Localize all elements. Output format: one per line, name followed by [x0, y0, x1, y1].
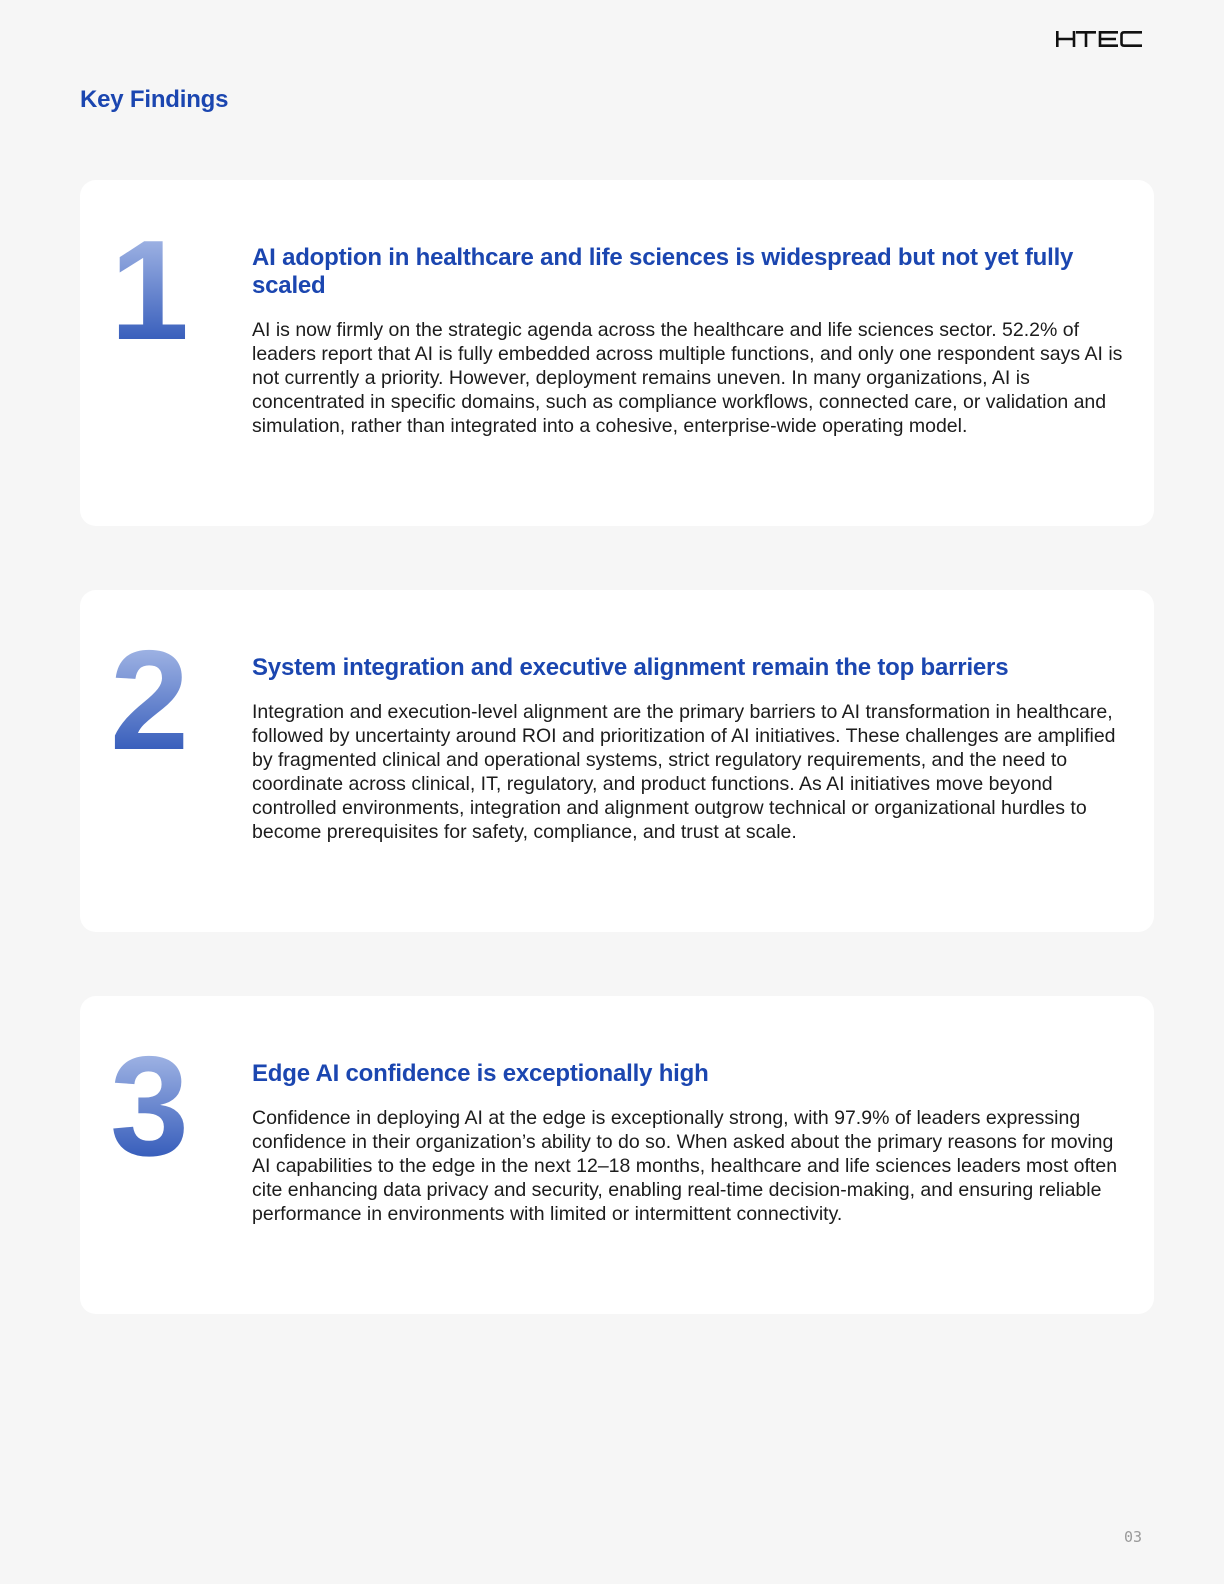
- finding-card-2: [80, 590, 1154, 932]
- finding-body-2: Integration and execution-level alignment are the primary barriers to AI transformation in healthcare, followed by uncertainty around ROI and prioritization of AI initiatives. These challenges are amplified by fragmented clinical and operational systems, strict regulatory requirements, and the need to coordinate across clinical, IT, regulatory, and product functions. As AI initiatives move beyond controlled environments, integration and alignment outgrow technical or organizational hurdles to become prerequisites for safety, compliance, and trust at scale.: [252, 701, 1116, 843]
- finding-body-1: AI is now firmly on the strategic agenda across the healthcare and life sciences sector. 52.2% of leaders report that AI is fully embedded across multiple functions, and only one respondent says AI is not currently a priority. However, deployment remains uneven. In many organizations, AI is concentrated in specific domains, such as compliance workflows, connected care, or validation and simulation, rather than integrated into a cohesive, enterprise-wide operating model.: [252, 319, 1123, 437]
- finding-card-1: [80, 180, 1154, 526]
- htec-logo: [1056, 30, 1144, 48]
- finding-number-1-text: 1: [110, 211, 189, 370]
- finding-number-1: [110, 211, 220, 370]
- finding-number-3-text: 3: [110, 1027, 189, 1186]
- finding-title-3: Edge AI confidence is exceptionally high: [252, 1060, 709, 1087]
- finding-title-1: AI adoption in healthcare and life sciences is widespread but not yet fully scaled: [252, 244, 1074, 299]
- finding-number-2-text: 2: [110, 621, 189, 780]
- finding-title-2: System integration and executive alignment remain the top barriers: [252, 654, 1009, 681]
- htec-logo-icon: [1056, 30, 1144, 48]
- finding-number-3: [110, 1027, 220, 1186]
- page-number: 03: [1124, 1528, 1143, 1546]
- page-title: Key Findings: [80, 86, 229, 113]
- finding-number-2: [110, 621, 220, 780]
- finding-body-3: Confidence in deploying AI at the edge is exceptionally strong, with 97.9% of leaders expressing confidence in their organization’s ability to do so. When asked about the primary reasons for moving AI capabilities to the edge in the next 12–18 months, healthcare and life sciences leaders most often cite enhancing data privacy and security, enabling real-time decision-making, and ensuring reliable performance in environments with limited or intermittent connectivity.: [252, 1107, 1118, 1225]
- finding-card-3: [80, 996, 1154, 1314]
